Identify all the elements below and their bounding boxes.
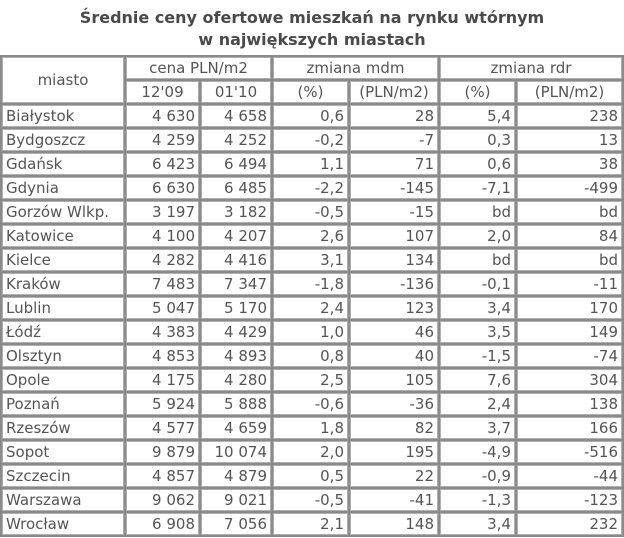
cell-mdm-pln: 123: [350, 297, 438, 319]
table-row: [2, 345, 622, 367]
header-mdm-pct: (%): [273, 81, 348, 103]
cell-rdr-pct: 5,4: [440, 105, 515, 127]
cell-rdr-pln: -499: [517, 177, 622, 199]
cell-mdm-pct: 1,0: [273, 321, 348, 343]
cell-price-jan-10: 4 893: [201, 345, 271, 367]
cell-mdm-pln: 134: [350, 249, 438, 271]
header-rdr-pln: (PLN/m2): [517, 81, 622, 103]
cell-rdr-pln: 13: [517, 129, 622, 151]
cell-rdr-pct: 0,6: [440, 153, 515, 175]
cell-price-jan-10: 10 074: [201, 441, 271, 463]
cell-mdm-pln: 46: [350, 321, 438, 343]
cell-rdr-pct: -1,3: [440, 489, 515, 511]
table-row: [2, 177, 622, 199]
cell-mdm-pln: 71: [350, 153, 438, 175]
header-dec-09: 12'09: [126, 81, 199, 103]
cell-city: Łódź: [2, 321, 124, 343]
cell-mdm-pct: 0,6: [273, 105, 348, 127]
cell-mdm-pct: 2,4: [273, 297, 348, 319]
cell-price-jan-10: 4 429: [201, 321, 271, 343]
cell-rdr-pct: 2,4: [440, 393, 515, 415]
cell-rdr-pln: -123: [517, 489, 622, 511]
cell-mdm-pln: 40: [350, 345, 438, 367]
cell-mdm-pct: 1,8: [273, 417, 348, 439]
cell-mdm-pln: 82: [350, 417, 438, 439]
cell-rdr-pct: bd: [440, 249, 515, 271]
cell-city: Białystok: [2, 105, 124, 127]
cell-rdr-pct: -1,5: [440, 345, 515, 367]
cell-rdr-pln: 304: [517, 369, 622, 391]
table-row: [2, 273, 622, 295]
header-row-1: [2, 57, 622, 79]
cell-mdm-pln: 148: [350, 513, 438, 535]
cell-mdm-pln: -36: [350, 393, 438, 415]
cell-price-jan-10: 4 252: [201, 129, 271, 151]
table-row: [2, 153, 622, 175]
cell-rdr-pln: -44: [517, 465, 622, 487]
cell-city: Gdynia: [2, 177, 124, 199]
cell-rdr-pct: -0,9: [440, 465, 515, 487]
cell-mdm-pln: 195: [350, 441, 438, 463]
header-mdm: zmiana mdm: [273, 57, 438, 79]
cell-mdm-pct: 1,1: [273, 153, 348, 175]
cell-mdm-pln: -145: [350, 177, 438, 199]
header-mdm-pln: (PLN/m2): [350, 81, 438, 103]
cell-price-jan-10: 6 494: [201, 153, 271, 175]
cell-mdm-pln: -136: [350, 273, 438, 295]
cell-price-jan-10: 5 170: [201, 297, 271, 319]
cell-city: Olsztyn: [2, 345, 124, 367]
cell-price-dec-09: 6 423: [126, 153, 199, 175]
cell-rdr-pct: 3,5: [440, 321, 515, 343]
cell-price-dec-09: 4 577: [126, 417, 199, 439]
title-line-1: Średnie ceny ofertowe mieszkań na rynku wtórnym: [79, 8, 545, 27]
table-row: [2, 225, 622, 247]
cell-price-jan-10: 7 056: [201, 513, 271, 535]
cell-mdm-pct: -0,6: [273, 393, 348, 415]
cell-price-jan-10: 4 879: [201, 465, 271, 487]
cell-rdr-pln: 84: [517, 225, 622, 247]
cell-price-jan-10: 4 659: [201, 417, 271, 439]
cell-rdr-pct: 3,4: [440, 513, 515, 535]
table-row: [2, 417, 622, 439]
cell-city: Rzeszów: [2, 417, 124, 439]
cell-rdr-pct: -7,1: [440, 177, 515, 199]
cell-city: Kielce: [2, 249, 124, 271]
table-row: [2, 369, 622, 391]
cell-mdm-pct: -1,8: [273, 273, 348, 295]
cell-rdr-pct: 3,7: [440, 417, 515, 439]
cell-price-jan-10: 7 347: [201, 273, 271, 295]
cell-price-dec-09: 5 047: [126, 297, 199, 319]
cell-city: Kraków: [2, 273, 124, 295]
cell-rdr-pln: 149: [517, 321, 622, 343]
cell-price-dec-09: 4 853: [126, 345, 199, 367]
cell-mdm-pct: -0,5: [273, 489, 348, 511]
cell-price-dec-09: 3 197: [126, 201, 199, 223]
cell-city: Opole: [2, 369, 124, 391]
cell-price-jan-10: 4 658: [201, 105, 271, 127]
cell-city: Gdańsk: [2, 153, 124, 175]
title-line-2: w największych miastach: [198, 30, 426, 49]
cell-city: Gorzów Wlkp.: [2, 201, 124, 223]
cell-rdr-pln: bd: [517, 249, 622, 271]
cell-mdm-pct: 3,1: [273, 249, 348, 271]
cell-mdm-pln: -15: [350, 201, 438, 223]
cell-rdr-pln: 166: [517, 417, 622, 439]
cell-price-jan-10: 6 485: [201, 177, 271, 199]
cell-city: Lublin: [2, 297, 124, 319]
cell-rdr-pln: 170: [517, 297, 622, 319]
table-title: [0, 0, 624, 55]
cell-mdm-pct: -2,2: [273, 177, 348, 199]
header-rdr-pct: (%): [440, 81, 515, 103]
header-jan-10: 01'10: [201, 81, 271, 103]
cell-mdm-pln: 28: [350, 105, 438, 127]
cell-price-dec-09: 4 259: [126, 129, 199, 151]
table-body: [2, 105, 622, 535]
table-row: [2, 321, 622, 343]
cell-city: Katowice: [2, 225, 124, 247]
cell-city: Szczecin: [2, 465, 124, 487]
cell-mdm-pct: 2,6: [273, 225, 348, 247]
cell-mdm-pct: -0,2: [273, 129, 348, 151]
cell-rdr-pct: -4,9: [440, 441, 515, 463]
cell-price-dec-09: 4 175: [126, 369, 199, 391]
cell-price-dec-09: 6 908: [126, 513, 199, 535]
cell-price-jan-10: 4 416: [201, 249, 271, 271]
cell-mdm-pct: 0,5: [273, 465, 348, 487]
header-price: cena PLN/m2: [126, 57, 271, 79]
cell-rdr-pct: 3,4: [440, 297, 515, 319]
cell-rdr-pct: bd: [440, 201, 515, 223]
cell-price-dec-09: 4 100: [126, 225, 199, 247]
header-city: miasto: [2, 57, 124, 103]
cell-price-dec-09: 9 879: [126, 441, 199, 463]
cell-rdr-pct: 2,0: [440, 225, 515, 247]
cell-mdm-pct: 2,5: [273, 369, 348, 391]
cell-mdm-pln: -7: [350, 129, 438, 151]
cell-mdm-pct: 0,8: [273, 345, 348, 367]
header-rdr: zmiana rdr: [440, 57, 622, 79]
table-row: [2, 105, 622, 127]
table-row: [2, 393, 622, 415]
cell-city: Poznań: [2, 393, 124, 415]
cell-mdm-pct: -0,5: [273, 201, 348, 223]
cell-rdr-pln: -74: [517, 345, 622, 367]
cell-rdr-pln: -516: [517, 441, 622, 463]
price-table: [0, 55, 624, 537]
cell-price-dec-09: 4 630: [126, 105, 199, 127]
table-row: [2, 489, 622, 511]
cell-city: Sopot: [2, 441, 124, 463]
cell-price-jan-10: 9 021: [201, 489, 271, 511]
cell-price-jan-10: 4 280: [201, 369, 271, 391]
cell-rdr-pln: 38: [517, 153, 622, 175]
cell-rdr-pln: 238: [517, 105, 622, 127]
cell-rdr-pct: 7,6: [440, 369, 515, 391]
cell-rdr-pln: -11: [517, 273, 622, 295]
cell-price-jan-10: 3 182: [201, 201, 271, 223]
cell-price-jan-10: 4 207: [201, 225, 271, 247]
cell-price-dec-09: 5 924: [126, 393, 199, 415]
cell-mdm-pln: 22: [350, 465, 438, 487]
table-row: [2, 465, 622, 487]
cell-price-dec-09: 4 857: [126, 465, 199, 487]
cell-mdm-pln: 105: [350, 369, 438, 391]
cell-rdr-pln: 138: [517, 393, 622, 415]
table-row: [2, 297, 622, 319]
table-row: [2, 201, 622, 223]
cell-city: Wrocław: [2, 513, 124, 535]
cell-city: Bydgoszcz: [2, 129, 124, 151]
cell-mdm-pct: 2,0: [273, 441, 348, 463]
cell-mdm-pct: 2,1: [273, 513, 348, 535]
cell-rdr-pct: -0,1: [440, 273, 515, 295]
cell-price-dec-09: 4 282: [126, 249, 199, 271]
cell-city: Warszawa: [2, 489, 124, 511]
table-row: [2, 513, 622, 535]
cell-price-jan-10: 5 888: [201, 393, 271, 415]
cell-price-dec-09: 6 630: [126, 177, 199, 199]
cell-rdr-pct: 0,3: [440, 129, 515, 151]
table-row: [2, 441, 622, 463]
cell-price-dec-09: 4 383: [126, 321, 199, 343]
cell-mdm-pln: -41: [350, 489, 438, 511]
cell-price-dec-09: 7 483: [126, 273, 199, 295]
cell-mdm-pln: 107: [350, 225, 438, 247]
table-row: [2, 129, 622, 151]
table-row: [2, 249, 622, 271]
cell-rdr-pln: bd: [517, 201, 622, 223]
cell-rdr-pln: 232: [517, 513, 622, 535]
cell-price-dec-09: 9 062: [126, 489, 199, 511]
